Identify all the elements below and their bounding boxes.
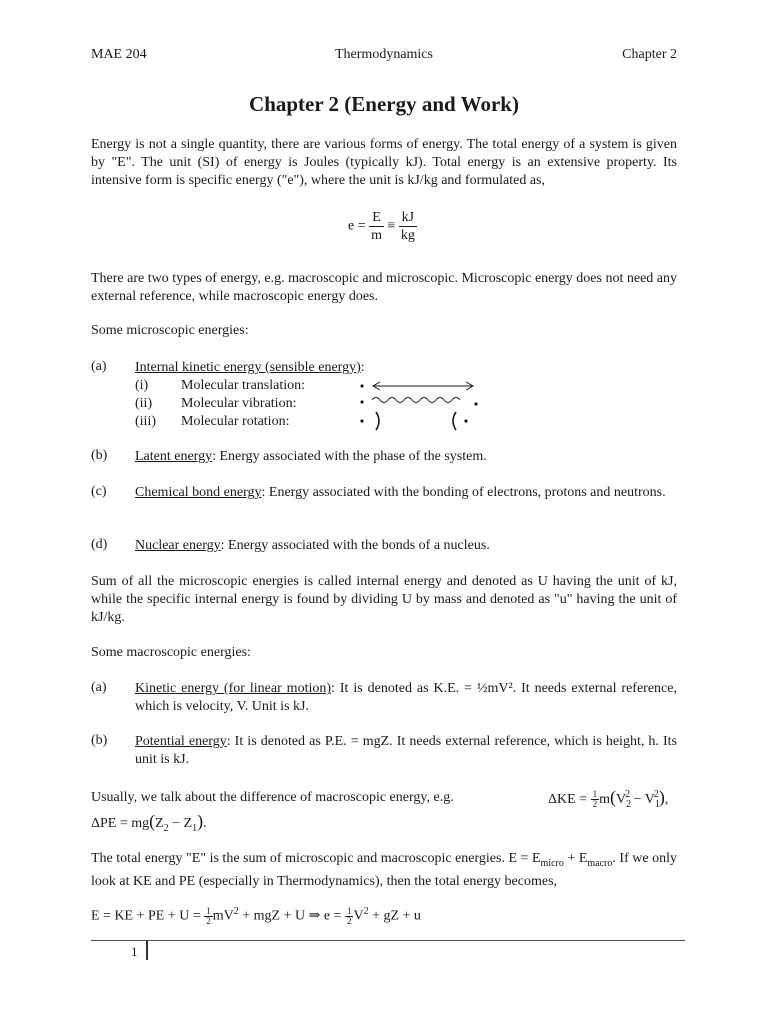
micro-d-text — [135, 537, 677, 555]
micro-d-rest: : Energy associated with the bonds of a nucleus. — [220, 538, 490, 553]
micro-c-term: Chemical bond energy — [135, 485, 262, 500]
delta-ke-equation: ΔKE = $\frac{1}{2}$ $m(V_2^2 - V_1^2)$, — [548, 787, 669, 810]
micro-d-term: Nuclear energy — [135, 538, 221, 553]
eq1-equiv: ≡ — [387, 218, 396, 234]
micro-b-label: (b) — [91, 448, 108, 463]
eq1-numerator-2: kJ — [399, 209, 417, 227]
sub-iii-text: Molecular rotation: — [181, 414, 290, 429]
macro-b-label: (b) — [91, 733, 108, 748]
macro-b-text — [135, 733, 677, 769]
footer-rule — [91, 940, 685, 941]
paragraph-types: There are two types of energy, e.g. macroscopic and microscopic. Microscopic energy does not need any external reference, while macroscopic energy does. — [91, 271, 677, 304]
sub-micro: micro — [540, 857, 564, 869]
specific-energy-equation — [348, 209, 417, 244]
micro-c-rest: : Energy associated with the bonding of electrons, protons and neutrons. — [261, 485, 666, 500]
paragraph-intro: Energy is not a single quantity, there are various forms of energy. The total energy of a system is given by "E". The unit (SI) of energy is Joules (typically kJ). Total energy is an extensive property. Its intensive form is specific energy ("e"), where the unit is kJ/kg and formulated as, — [91, 137, 677, 188]
running-header — [91, 47, 677, 65]
rotation-sketch — [360, 412, 467, 430]
macro-a-term: Kinetic energy (for linear motion) — [135, 681, 332, 696]
header-course: MAE 204 — [91, 47, 147, 62]
micro-c-text — [135, 484, 677, 502]
micro-b-rest: : Energy associated with the phase of the system. — [212, 449, 487, 464]
sub-i-label: (i) — [135, 378, 149, 393]
macro-a-label: (a) — [91, 680, 107, 695]
sub-i-text: Molecular translation: — [181, 378, 306, 393]
eq1-fraction-kJ-kg — [399, 209, 417, 244]
total-energy-equation: E = KE + PE + U = $\frac{1}{2}$ $mV^2$ + mgZ + U ⇒ e = $\frac{1}{2}$ $V^2$ + gZ + u — [91, 905, 421, 926]
macro-b-rest: : It is denoted as P.E. = mgZ. It needs external reference, which is height, h. Its unit is kJ. — [135, 734, 678, 767]
micro-d-label: (d) — [91, 537, 108, 552]
micro-a-term: Internal kinetic energy (sensible energy) — [135, 360, 361, 375]
molecular-motion-sketch — [352, 376, 488, 432]
header-chapter: Chapter 2 — [622, 47, 677, 62]
header-subject: Thermodynamics — [335, 47, 433, 62]
page-title: Chapter 2 (Energy and Work) — [249, 92, 519, 116]
sub-iii-label: (iii) — [135, 414, 156, 429]
delta-pe-equation: $\Delta PE = mg(Z_2 - Z_1)$. — [91, 811, 207, 834]
sub-ii-text: Molecular vibration: — [181, 396, 297, 411]
paragraph-total-energy — [91, 850, 677, 891]
eq1-fraction-E-m — [369, 209, 384, 244]
sub-ii-label: (ii) — [135, 396, 153, 411]
micro-a-label: (a) — [91, 359, 107, 374]
paragraph-internal-energy: Sum of all the microscopic energies is called internal energy and denoted as U having the unit of kJ, while the specific internal energy is found by dividing U by mass and denoted as "u" having the unit of kJ/kg. — [91, 574, 677, 625]
micro-a-text — [135, 359, 677, 377]
macro-heading: Some macroscopic energies: — [91, 645, 251, 660]
total-energy-post: . If we only look at KE and PE (especially in Thermodynamics), then the total energy becomes, — [91, 851, 677, 889]
eq1-numerator-1: E — [369, 209, 384, 227]
translation-sketch — [360, 382, 473, 390]
difference-text: Usually, we talk about the difference of macroscopic energy, e.g. — [91, 790, 454, 805]
footer-divider — [146, 940, 148, 960]
macro-a-text — [135, 680, 677, 716]
micro-b-term: Latent energy — [135, 449, 213, 464]
vibration-sketch — [360, 398, 477, 406]
eq1-denominator-2: kg — [400, 228, 415, 243]
macro-b-term: Potential energy — [135, 734, 227, 749]
micro-heading: Some microscopic energies: — [91, 323, 249, 338]
sub-macro: macro — [587, 857, 613, 869]
eq1-lhs: e = — [348, 218, 366, 234]
micro-b-text — [135, 448, 677, 466]
macro-a-rest: : It is denoted as K.E. = ½mV². It needs external reference, which is velocity, V. Unit is kJ. — [135, 681, 677, 714]
total-energy-pre: The total energy "E" is the sum of microscopic and macroscopic energies. E = E — [91, 851, 541, 866]
page-number: 1 — [131, 944, 138, 959]
total-energy-mid: + E — [563, 851, 588, 866]
micro-a-rest: : — [360, 360, 365, 375]
eq1-denominator-1: m — [371, 228, 382, 243]
micro-c-label: (c) — [91, 484, 107, 499]
